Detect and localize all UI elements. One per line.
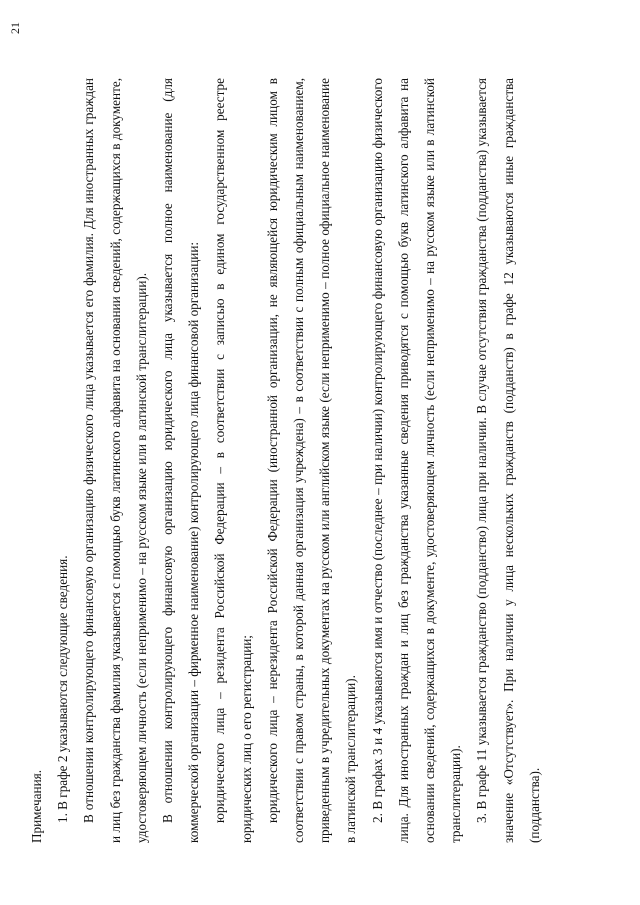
note-3: 3. В графе 11 указывается гражданство (подданство) лица при наличии. В случае отсутствия гражданства (подданства) указывается значение «Отсутствует». При наличии у лица нескольких гражданств (подданств) в графе 12 указываются иные гражданства (подданства). bbox=[474, 78, 542, 843]
note-1-resident: юридического лица – резидента Российской Федерации – в соответствии с записью в едином государственном реестре юридических лиц о его регистрации; bbox=[212, 78, 254, 843]
page-number: 21 bbox=[8, 22, 22, 34]
note-2: 2. В графах 3 и 4 указываются имя и отчество (последнее – при наличии) контролирующего финансовую организацию физического лица. Для иностранных граждан и лиц без гражданства указанные сведения приводятся с помощью букв латинского алфавита на основании сведений, содержащихся в документе, удостоверяющем личность (если неприменимо – на русском языке или в латинской транслитерации). bbox=[369, 78, 464, 843]
note-1-individual: В отношении контролирующего финансовую организацию физического лица указывается его фамилия. Для иностранных граждан и лиц без гражданства фамилия указывается с помощью букв латинского алфавита на основании сведений, содержащихся в документе, удостоверяющем личность (если неприменимо – на русском языке или в латинской транслитерации). bbox=[81, 78, 149, 843]
note-1-legal-entity: В отношении контролирующего финансовую организацию юридического лица указывается полное наименование (для коммерческой организации – фирменное наименование) контролирующего лица финансовой организации: bbox=[160, 78, 202, 843]
note-1-intro: 1. В графе 2 указываются следующие сведения. bbox=[55, 555, 71, 823]
notes-heading: Примечания. bbox=[29, 769, 44, 843]
note-1-nonresident: юридического лица – нерезидента Российской Федерации (иностранной организации, не являющейся юридическим лицом в соответствии с правом страны, в которой данная организация учреждена) – в соответствии с полным официальным наименованием, приведенным в учредительных документах на русском или английском языке (если неприменимо – полное официальное наименование в латинской транслитерации). bbox=[264, 78, 359, 843]
